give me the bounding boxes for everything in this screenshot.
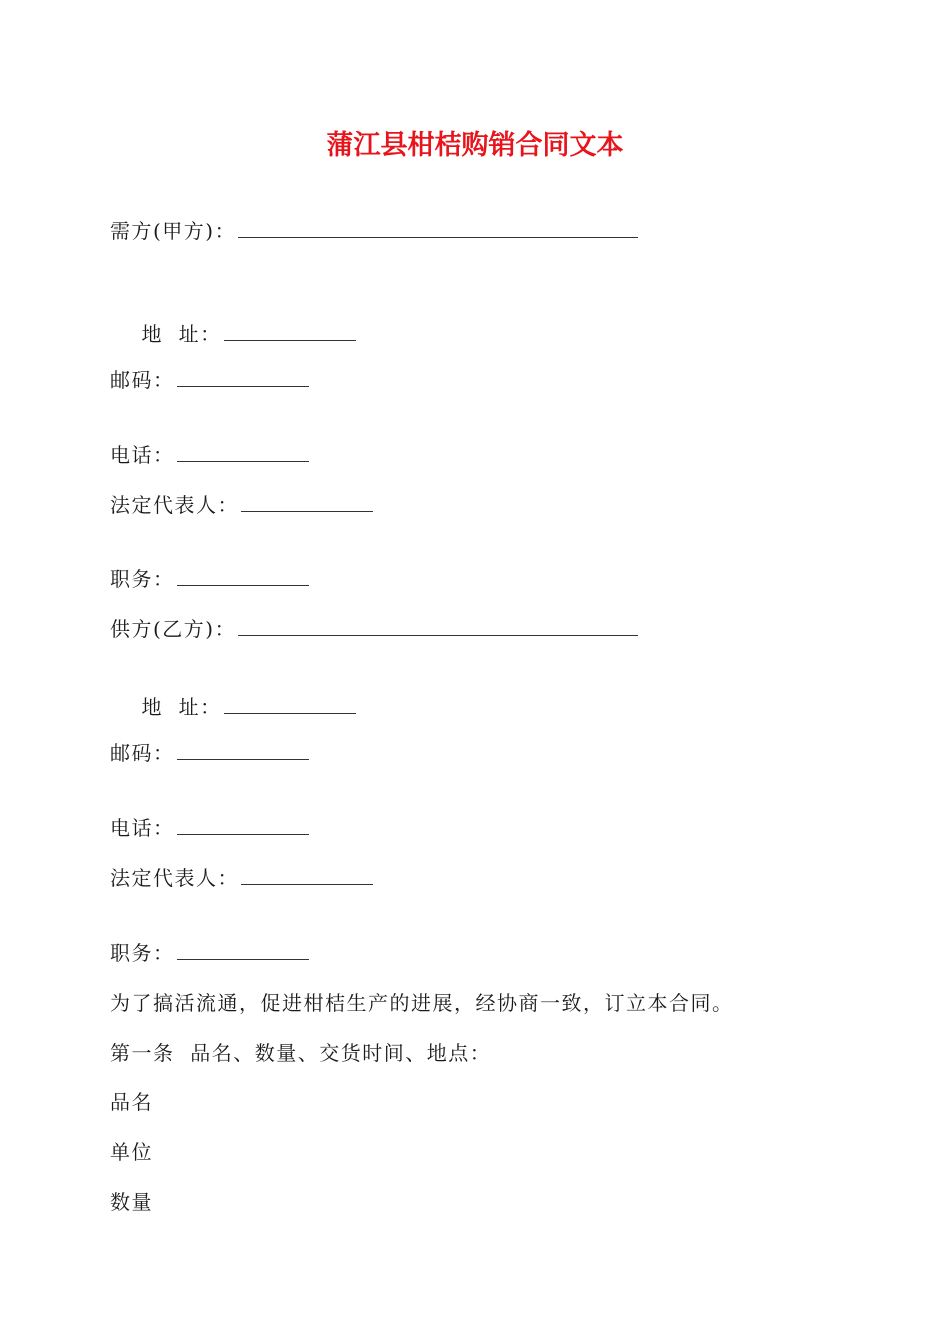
buyer-postcode-line (110, 366, 309, 394)
buyer-legal-rep-label: 法定代表人： (110, 493, 239, 517)
table-header-unit: 单位 (110, 1140, 153, 1164)
buyer-party-blank (238, 219, 638, 238)
buyer-legal-rep-blank (241, 493, 373, 512)
buyer-position-blank (177, 567, 309, 586)
buyer-legal-rep-line (110, 491, 373, 519)
seller-legal-rep-label: 法定代表人： (110, 866, 239, 890)
seller-phone-line (110, 814, 309, 842)
buyer-position-label: 职务： (110, 567, 175, 591)
seller-party-blank (238, 617, 638, 636)
seller-legal-rep-line (110, 864, 373, 892)
seller-position-line (110, 939, 309, 967)
seller-address-blank (224, 695, 356, 714)
seller-party-line (110, 615, 638, 643)
table-header-product-name: 品名 (110, 1090, 153, 1114)
buyer-party-label: 需方(甲方)： (110, 219, 237, 243)
buyer-address-label: 地 址： (141, 322, 222, 346)
buyer-position-line (110, 565, 309, 593)
seller-legal-rep-blank (241, 866, 373, 885)
article1-heading: 第一条 品名、数量、交货时间、地点： (110, 1041, 492, 1065)
seller-party-label: 供方(乙方)： (110, 617, 237, 641)
seller-phone-blank (177, 816, 309, 835)
seller-address-label: 地 址： (141, 695, 222, 719)
seller-phone-label: 电话： (110, 816, 175, 840)
preamble-paragraph: 为了搞活流通，促进柑桔生产的进展，经协商一致，订立本合同。 (110, 991, 734, 1015)
table-header-quantity: 数量 (110, 1190, 153, 1214)
buyer-address-blank (224, 322, 356, 341)
buyer-postcode-blank (177, 368, 309, 387)
seller-postcode-label: 邮码： (110, 741, 175, 765)
seller-position-label: 职务： (110, 941, 175, 965)
document-title: 蒲江县柑桔购销合同文本 (326, 130, 624, 161)
seller-address-line (110, 665, 356, 749)
buyer-phone-line (110, 441, 309, 469)
seller-position-blank (177, 941, 309, 960)
buyer-postcode-label: 邮码： (110, 368, 175, 392)
buyer-phone-label: 电话： (110, 443, 175, 467)
buyer-party-line (110, 217, 638, 245)
buyer-phone-blank (177, 443, 309, 462)
seller-postcode-blank (177, 741, 309, 760)
seller-postcode-line (110, 739, 309, 767)
buyer-address-line (110, 292, 356, 376)
